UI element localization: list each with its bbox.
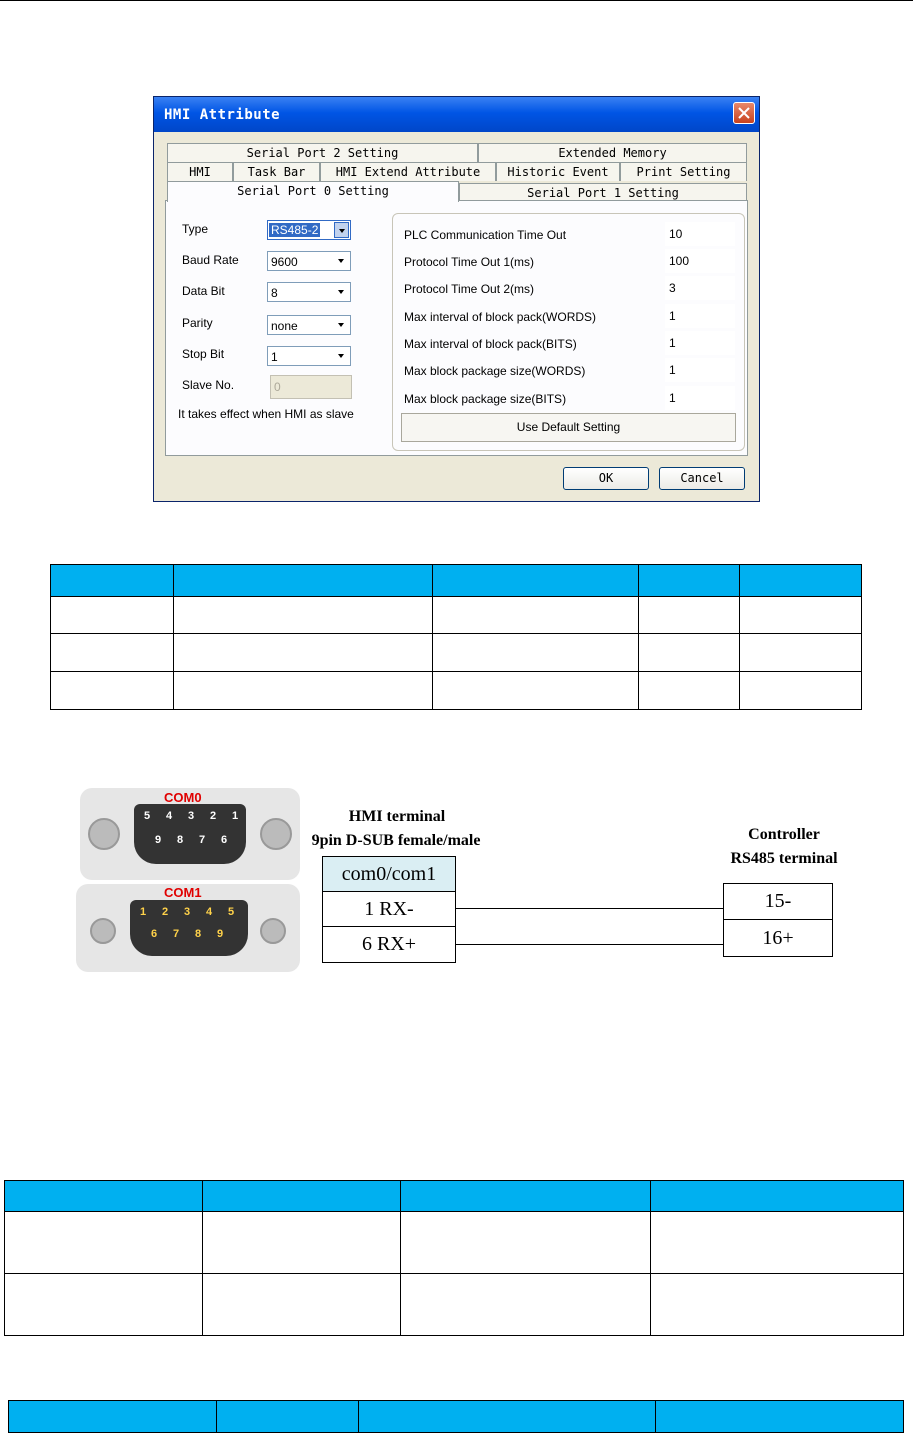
table-row	[51, 634, 862, 672]
controller-subtitle: RS485 terminal	[730, 850, 838, 867]
table-cell	[639, 634, 740, 672]
pin-label: 2	[210, 810, 217, 822]
table-cell	[740, 597, 862, 634]
stop-bit-label: Stop Bit	[182, 347, 225, 361]
baud-rate-select[interactable]	[267, 251, 351, 271]
hmi-pin-rx-plus: 6 RX+	[322, 926, 456, 963]
serial-port-0-panel	[165, 200, 748, 456]
param-value: 1	[669, 336, 676, 350]
wire-rx-plus	[456, 944, 723, 945]
table-row	[5, 1274, 904, 1336]
stop-bit-select[interactable]	[267, 346, 351, 366]
table-cell	[173, 634, 432, 672]
param-value: 1	[669, 363, 676, 377]
pin-label: 6	[221, 834, 228, 846]
pin-label: 7	[199, 834, 206, 846]
chevron-down-icon[interactable]	[334, 348, 349, 364]
pin-label: 3	[184, 906, 191, 918]
type-label: Type	[182, 222, 209, 236]
screw-icon	[88, 818, 120, 850]
slave-no-field	[270, 375, 352, 399]
tab-serial-port-0[interactable]: Serial Port 0 Setting	[167, 181, 459, 202]
table-cell	[432, 672, 639, 710]
close-icon	[738, 107, 750, 119]
pin-label: 3	[188, 810, 195, 822]
ok-button[interactable]: OK	[563, 467, 649, 490]
slave-no-value: 0	[274, 380, 281, 394]
table-header-cell	[9, 1401, 217, 1433]
pin-label: 5	[228, 906, 235, 918]
com0-label: COM0	[164, 790, 202, 805]
table-header-row	[51, 565, 862, 597]
pin-label: 6	[151, 928, 158, 940]
use-default-setting-button[interactable]: Use Default Setting	[401, 413, 736, 442]
table-cell	[202, 1212, 400, 1274]
dialog-title-bar	[154, 97, 759, 132]
dialog-title: HMI Attribute	[164, 107, 281, 123]
hmi-attribute-dialog	[153, 96, 760, 502]
table-header-cell	[400, 1181, 651, 1212]
table-header-cell	[432, 565, 639, 597]
baud-rate-label: Baud Rate	[182, 253, 239, 267]
tab-print-setting[interactable]: Print Setting	[620, 162, 747, 181]
param-value: 1	[669, 391, 676, 405]
pin-label: 5	[144, 810, 151, 822]
parity-value: none	[271, 319, 298, 333]
tab-hmi[interactable]: HMI	[167, 162, 233, 181]
param-input[interactable]	[665, 249, 735, 273]
data-bit-label: Data Bit	[182, 284, 225, 298]
param-input[interactable]	[665, 276, 735, 300]
table-row	[51, 597, 862, 634]
table-header-cell	[740, 565, 862, 597]
screw-icon	[260, 918, 286, 944]
tab-extended-memory[interactable]: Extended Memory	[478, 143, 747, 162]
stop-bit-value: 1	[271, 350, 278, 364]
pin-label: 4	[206, 906, 213, 918]
chevron-down-icon[interactable]	[334, 253, 349, 269]
table-cell	[400, 1212, 651, 1274]
tab-hmi-extend-attribute[interactable]: HMI Extend Attribute	[320, 162, 496, 181]
table-header-cell	[651, 1181, 904, 1212]
type-select[interactable]	[267, 220, 351, 240]
parity-select[interactable]	[267, 315, 351, 335]
table-cell	[651, 1274, 904, 1336]
pin-label: 7	[173, 928, 180, 940]
pin-label: 9	[217, 928, 224, 940]
tab-serial-port-1[interactable]: Serial Port 1 Setting	[459, 183, 747, 202]
table-cell	[51, 672, 174, 710]
type-value: RS485-2	[271, 223, 319, 237]
param-label: PLC Communication Time Out	[404, 228, 567, 242]
table-cell	[432, 634, 639, 672]
wire-rx-minus	[456, 908, 723, 909]
chevron-down-icon[interactable]	[334, 317, 349, 333]
table-cell	[639, 672, 740, 710]
page-top-rule	[0, 0, 913, 1]
slave-no-label: Slave No.	[182, 378, 235, 392]
tab-historic-event[interactable]: Historic Event	[496, 162, 620, 181]
table-cell	[173, 672, 432, 710]
table-header-cell	[5, 1181, 203, 1212]
table-cell	[639, 597, 740, 634]
table-row	[5, 1212, 904, 1274]
chevron-down-icon[interactable]	[334, 222, 349, 238]
table-header-cell	[358, 1401, 656, 1433]
param-value: 3	[669, 281, 676, 295]
table-header-cell	[173, 565, 432, 597]
pin-label: 1	[140, 906, 147, 918]
param-input[interactable]	[665, 386, 735, 410]
table-cell	[51, 597, 174, 634]
param-input[interactable]	[665, 304, 735, 328]
param-value: 1	[669, 309, 676, 323]
baud-rate-value: 9600	[271, 255, 298, 269]
empty-table-1	[50, 564, 862, 710]
table-header-row	[9, 1401, 904, 1433]
param-label: Max block package size(WORDS)	[404, 364, 586, 378]
empty-table-2	[4, 1180, 904, 1336]
pin-label: 1	[232, 810, 239, 822]
cancel-button[interactable]: Cancel	[659, 467, 745, 490]
parity-label: Parity	[182, 316, 213, 330]
table-header-cell	[639, 565, 740, 597]
hmi-terminal-title: HMI terminal	[348, 808, 446, 825]
tab-task-bar[interactable]: Task Bar	[233, 162, 320, 181]
pin-label: 8	[195, 928, 202, 940]
table-header-cell	[216, 1401, 358, 1433]
empty-table-3	[8, 1400, 904, 1433]
hmi-port-header: com0/com1	[322, 856, 456, 892]
param-value: 10	[669, 227, 683, 241]
chevron-down-icon[interactable]	[334, 284, 349, 300]
data-bit-value: 8	[271, 286, 278, 300]
table-header-cell	[656, 1401, 904, 1433]
table-header-cell	[51, 565, 174, 597]
hmi-pin-rx-minus: 1 RX-	[322, 891, 456, 927]
table-cell	[740, 634, 862, 672]
screw-icon	[90, 918, 116, 944]
table-header-cell	[202, 1181, 400, 1212]
table-cell	[5, 1212, 203, 1274]
slave-note: It takes effect when HMI as slave	[178, 407, 354, 421]
param-input[interactable]	[665, 358, 735, 382]
controller-pin-15: 15-	[723, 883, 833, 920]
pin-label: 8	[177, 834, 184, 846]
param-label: Protocol Time Out 1(ms)	[404, 255, 535, 269]
hmi-terminal-subtitle: 9pin D-SUB female/male	[311, 832, 481, 849]
com1-connector-image	[76, 884, 300, 972]
pin-label: 4	[166, 810, 173, 822]
pin-label: 9	[155, 834, 162, 846]
table-header-row	[5, 1181, 904, 1212]
controller-pin-16: 16+	[723, 919, 833, 957]
param-label: Max interval of block pack(WORDS)	[404, 310, 597, 324]
param-value: 100	[669, 254, 690, 268]
pin-label: 2	[162, 906, 169, 918]
table-cell	[173, 597, 432, 634]
tab-serial-port-2[interactable]: Serial Port 2 Setting	[167, 143, 478, 162]
com1-label: COM1	[164, 885, 202, 900]
timeout-settings-group	[392, 213, 745, 451]
com0-connector-image	[80, 788, 300, 880]
table-cell	[5, 1274, 203, 1336]
close-button[interactable]	[733, 102, 755, 124]
table-cell	[400, 1274, 651, 1336]
param-label: Protocol Time Out 2(ms)	[404, 282, 535, 296]
table-cell	[202, 1274, 400, 1336]
table-cell	[740, 672, 862, 710]
table-cell	[51, 634, 174, 672]
table-cell	[651, 1212, 904, 1274]
param-input[interactable]	[665, 331, 735, 355]
controller-title: Controller	[748, 826, 820, 843]
table-cell	[432, 597, 639, 634]
table-row	[51, 672, 862, 710]
param-label: Max block package size(BITS)	[404, 392, 567, 406]
param-label: Max interval of block pack(BITS)	[404, 337, 577, 351]
data-bit-select[interactable]	[267, 282, 351, 302]
param-input[interactable]	[665, 222, 735, 246]
